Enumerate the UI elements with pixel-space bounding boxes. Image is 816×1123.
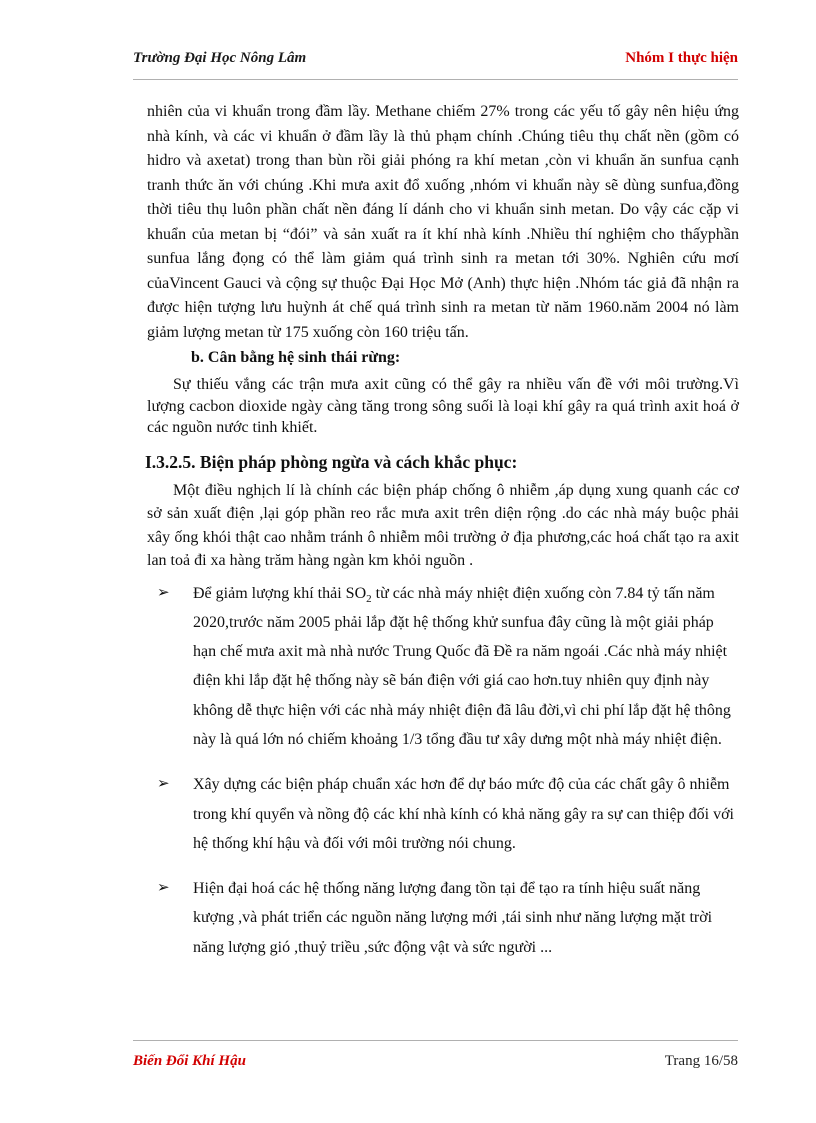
paragraph-methane: nhiên của vi khuẩn trong đầm lầy. Methane chiếm 27% trong các yếu tố gây nên hiệu ứng nhà kính, và các vi khuẩn ở đầm lầy là thủ phạm chính .Chúng tiêu thụ chất nền (gồm có hidro và axetat) trong than bùn rồi giải phóng ra khí metan ,còn vi khuẩn ăn sunfua cạnh tranh thức ăn với chúng .Khi mưa axit đổ xuống ,nhóm vi khuẩn này sẽ dùng sunfua,đồng thời tiêu thụ luôn phần chất nền đáng lí dánh cho vi khuẩn sinh metan. Do vậy các cặp vi khuẩn của metan bị “đói” và sản xuất ra ít khí nhà kính .Nhiều thí nghiệm cho thấyphần sunfua lắng đọng có thể làm giảm quá trình sinh ra metan tới 30%. Nghiên cứu mơí củaVincent Gauci và cộng sự thuộc Đại Học Mở (Anh) thực hiện .Nhóm tác giả đã nhận ra được hiện tượng lưu huỳnh át chế quá trình sinh ra metan từ năm 1960.năm 2004 nó làm giảm lượng metan từ 175 xuống còn 160 triệu tấn. [147, 103, 739, 341]
arrow-bullet-icon: ➢ [157, 880, 170, 897]
subheading-forest-ecosystem: b. Cân bằng hệ sinh thái rừng: [191, 349, 401, 366]
prevention-list [147, 579, 739, 963]
header-group-label: Nhóm I thực hiện [625, 50, 738, 66]
footer-divider [133, 1040, 738, 1041]
page-number: Trang 16/58 [664, 1053, 738, 1069]
document-body [147, 100, 739, 978]
page-header [133, 50, 738, 74]
header-school-name: Trường Đại Học Nông Lâm [133, 50, 307, 66]
list-item-text: Để giảm lượng khí thải $SO_2$ từ các nhà máy nhiệt điện xuống còn 7.84 tỷ tấn năm 2020,trước năm 2005 phải lắp đặt hệ thống khử sunfua đây cũng là một giải pháp hạn chế mưa axit mà nhà nước Trung Quốc đã Đề ra năm ngoái .Các nhà máy nhiệt điện khi lắp đặt hệ thống này sẽ bán điện với giá cao hơn.tuy nhiên quy định này không dễ thực hiện với các nhà máy nhiệt điện đã lâu đời,vì chi phí lắp đặt hệ thông này là quá lớn nó chiếm khoảng 1/3 tổng đầu tư xây dưng một nhà máy nhiệt điện. [193, 584, 731, 748]
list-item [147, 874, 739, 962]
section-heading-prevention: I.3.2.5. Biện pháp phòng ngừa và cách khắc phục: [145, 451, 518, 472]
list-item-text: Xây dựng các biện pháp chuẩn xác hơn để dự báo mức độ của các chất gây ô nhiễm trong khí quyển và nồng độ các khí nhà kính có khả năng gây ra sự can thiệp đối với hệ thống khí hậu và đối với môi trường nói chung. [193, 776, 734, 852]
header-divider [133, 79, 738, 80]
paragraph-prevention: Một điều nghịch lí là chính các biện pháp chống ô nhiễm ,áp dụng xung quanh các cơ sở sản xuất điện ,lại góp phần reo rắc mưa axit trên diện rộng .do các nhà máy buộc phải xây ống khói thật cao nhằm tránh ô nhiễm môi trường ở địa phương,các hoá chất tạo ra axit lan toả đi xa hàng trăm hàng ngàn km khỏi nguồn . [147, 481, 739, 569]
list-item [147, 770, 739, 858]
arrow-bullet-icon: ➢ [157, 776, 170, 793]
list-item [147, 579, 739, 755]
footer-document-title: Biến Đổi Khí Hậu [133, 1053, 246, 1069]
list-item-text: Hiện đại hoá các hệ thống năng lượng đang tồn tại để tạo ra tính hiệu suất năng kượng ,và phát triển các nguồn năng lượng mới ,tái sinh như năng lượng mặt trời năng lượng gió ,thuỷ triều ,sức động vật và sức người ... [193, 880, 713, 956]
paragraph-forest-ecosystem: Sự thiếu vắng các trận mưa axit cũng có thể gây ra nhiều vấn đề với môi trường.Vì lượng cacbon dioxide ngày càng tăng trong sông suối là loại khí gây ra quá trình axit hoá ở các nguồn nước tinh khiết. [147, 376, 739, 436]
arrow-bullet-icon: ➢ [157, 584, 170, 601]
